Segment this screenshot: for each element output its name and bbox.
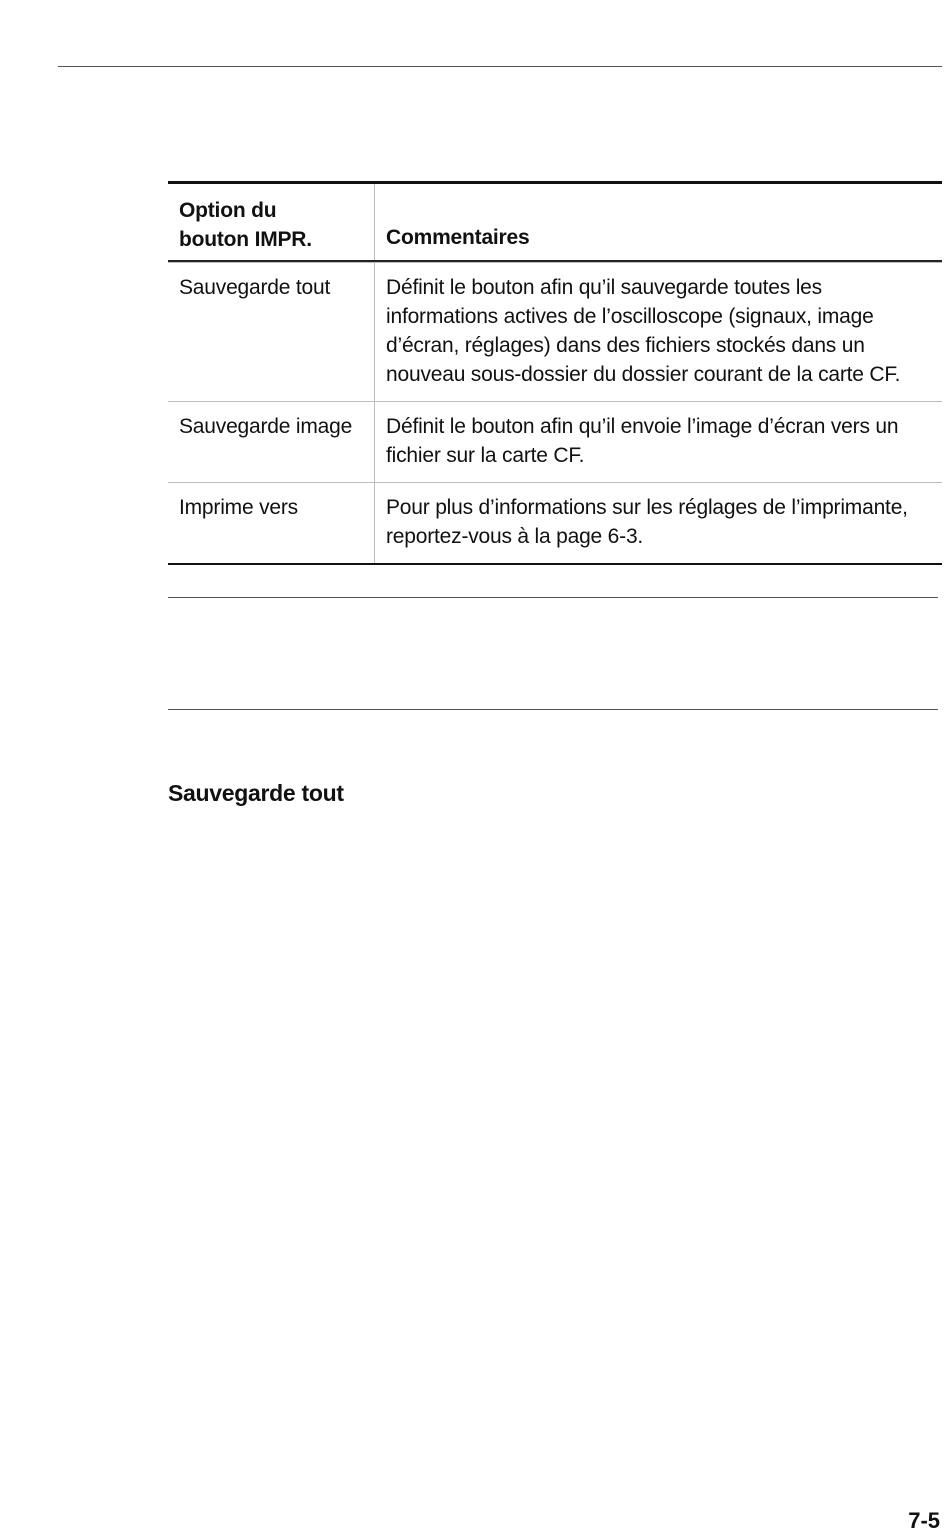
option-header-line2: bouton IMPR. [179, 228, 312, 251]
comments-column-header [375, 184, 942, 260]
comment-cell: Définit le bouton afin qu’il envoie l’image d’écran vers un fichier sur la carte CF. [386, 415, 899, 467]
print-button-options-table [168, 181, 942, 565]
comment-cell: Définit le bouton afin qu’il sauvegarde toutes les informations actives de l’oscilloscope (signaux, image d’écran, réglages) dans des fichiers stockés dans un nouveau sous-dossier du dossier courant de la carte CF. [386, 276, 901, 386]
table-row [168, 401, 942, 482]
table-row [168, 482, 942, 563]
page-number: 7-5 [908, 1508, 940, 1533]
option-header-line1: Option du [179, 199, 277, 222]
option-cell: Sauvegarde tout [168, 263, 375, 401]
comment-cell: Pour plus d’informations sur les réglages de l’imprimante, reportez-vous à la page 6-3. [386, 496, 908, 548]
header-rule [58, 66, 942, 67]
option-cell: Imprime vers [168, 483, 375, 563]
table-row [168, 262, 942, 401]
section-heading: Sauvegarde tout [168, 780, 344, 806]
option-column-header [168, 184, 375, 260]
section-divider [168, 597, 938, 598]
section-divider [168, 709, 938, 710]
option-cell: Sauvegarde image [168, 402, 375, 482]
table-header-row [168, 184, 942, 262]
comments-header-label: Commentaires [386, 226, 530, 249]
